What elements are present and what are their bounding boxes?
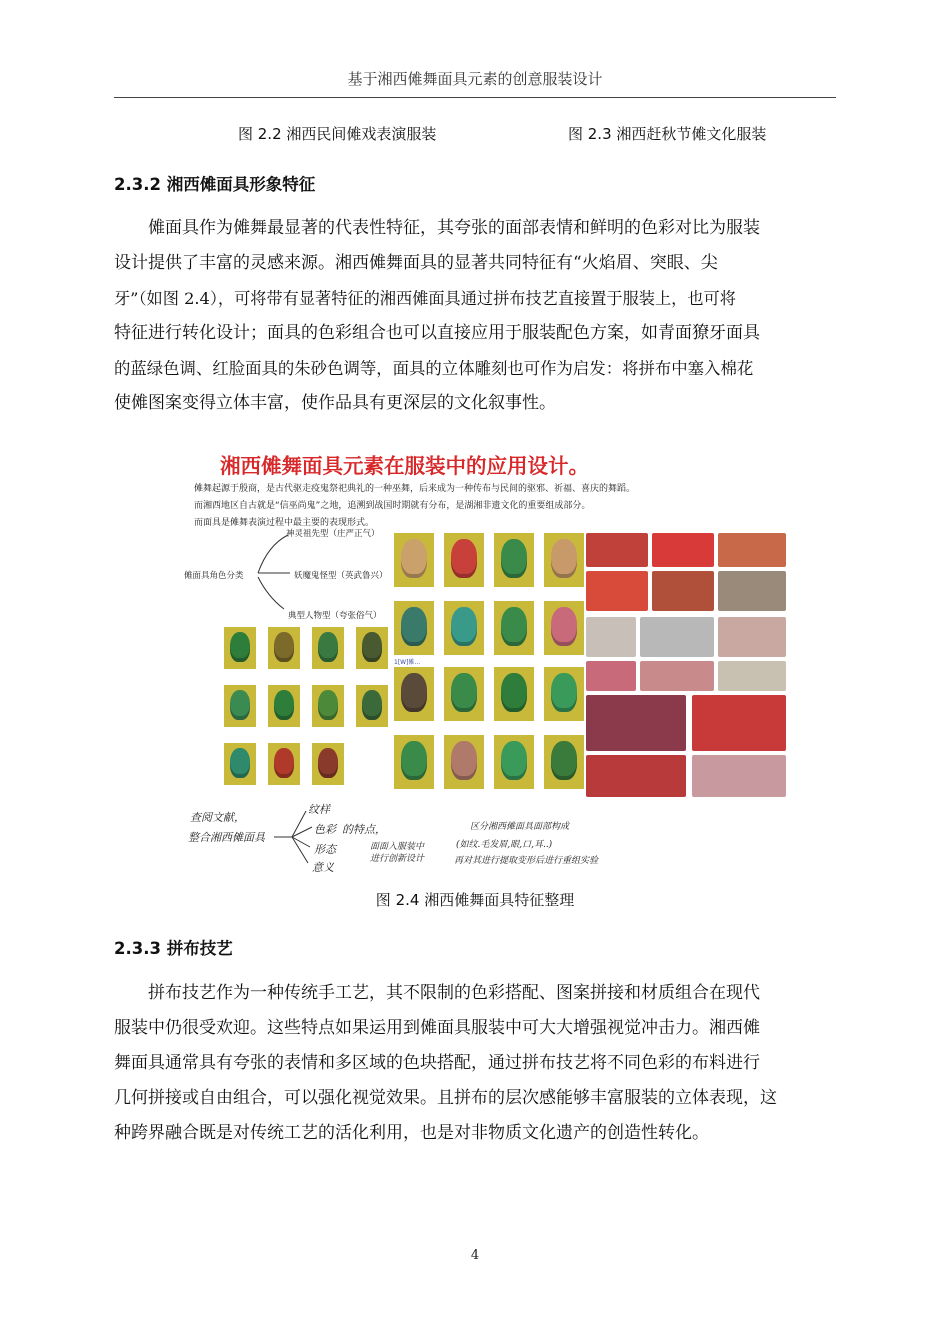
note-right: (如纹.毛发眉,眼,口,耳..) <box>456 840 553 850</box>
mask-photo <box>356 685 388 727</box>
detail-photo <box>718 533 786 567</box>
mask-photo <box>312 627 344 669</box>
note-item: 纹样 <box>308 803 330 816</box>
caption-fig-2-3: 图 2.3 湘西赶秋节傩文化服装 <box>568 125 767 143</box>
detail-photo <box>718 617 786 657</box>
caption-fig-2-4: 图 2.4 湘西傩舞面具特征整理 <box>375 891 575 909</box>
paragraph-line: 傩面具作为傩舞最显著的代表性特征，其夸张的面部表情和鲜明的色彩对比为服装 <box>148 218 760 238</box>
mask-photo <box>494 667 534 721</box>
mask-photo <box>312 743 344 785</box>
mask-photo <box>544 667 584 721</box>
note-right: 再对其进行提取变形后进行重组实验 <box>454 856 599 866</box>
mask-photo <box>224 685 256 727</box>
paragraph-line: 牙”（如图 2.4），可将带有显著特征的湘西傩面具通过拼布技艺直接置于服装上，也可将 <box>114 289 736 308</box>
section-heading-2-3-3: 2.3.3 拼布技艺 <box>114 939 233 958</box>
mask-photo <box>494 533 534 587</box>
mask-photo <box>356 627 388 669</box>
figure-title: 湘西傩舞面具元素在服装中的应用设计。 <box>220 454 589 478</box>
header-rule <box>114 97 836 98</box>
mask-photo <box>494 601 534 655</box>
classification-branch: 典型人物型（夸张俗气） <box>288 611 382 621</box>
paragraph-line: 种跨界融合既是对传统工艺的活化利用，也是对非物质文化遗产的创造性转化。 <box>114 1123 709 1143</box>
paragraph-line: 使傩图案变得立体丰富，使作品具有更深层的文化叙事性。 <box>114 393 556 413</box>
paragraph-2-3-2 <box>114 211 838 421</box>
mask-photo <box>394 601 434 655</box>
detail-photo <box>586 755 686 797</box>
mask-photo <box>268 743 300 785</box>
page-number: 4 <box>470 1248 480 1263</box>
detail-photo <box>718 571 786 611</box>
detail-photo <box>652 571 714 611</box>
paragraph-line: 特征进行转化设计；面具的色彩组合也可以直接应用于服装配色方案，如青面獠牙面具 <box>114 323 760 343</box>
mask-photo <box>224 743 256 785</box>
caption-fig-2-2: 图 2.2 湘西民间傩戏表演服装 <box>238 125 437 143</box>
mask-photo <box>544 601 584 655</box>
note-center-sub: 进行创新设计 <box>370 854 425 864</box>
paragraph-line: 服装中仍很受欢迎。这些特点如果运用到傩面具服装中可大大增强视觉冲击力。湘西傩 <box>114 1018 760 1038</box>
note-item: 形态 <box>314 843 336 856</box>
classification-root: 傩面具角色分类 <box>184 571 244 581</box>
mask-photo <box>444 667 484 721</box>
mask-photo <box>494 735 534 789</box>
mask-photo <box>394 667 434 721</box>
detail-photo <box>586 533 648 567</box>
paragraph-line: 拼布技艺作为一种传统手工艺，其不限制的色彩搭配、图案拼接和材质组合在现代 <box>148 983 760 1003</box>
paragraph-line: 的蓝绿色调、红脸面具的朱砂色调等，面具的立体雕刻也可作为启发：将拼布中塞入棉花 <box>114 359 754 378</box>
mask-photo <box>312 685 344 727</box>
classification-branch: 神灵祖先型（庄严正气） <box>286 529 380 539</box>
note-item: 意义 <box>312 861 334 874</box>
note-left-title: 查阅文献， <box>190 811 245 824</box>
mask-photo <box>268 627 300 669</box>
image-watermark: 1[W]傩... <box>394 659 421 666</box>
figure-2-4 <box>180 445 792 877</box>
detail-photo <box>586 695 686 751</box>
running-header: 基于湘西傩舞面具元素的创意服装设计 <box>347 70 603 88</box>
note-center: 的特点， <box>342 823 386 836</box>
mask-photo <box>268 685 300 727</box>
detail-photo <box>718 661 786 691</box>
detail-photo <box>692 755 786 797</box>
paragraph-2-3-3 <box>114 976 838 1151</box>
detail-photo <box>652 533 714 567</box>
detail-photo <box>586 571 648 611</box>
mask-photo <box>394 735 434 789</box>
mask-photo <box>444 601 484 655</box>
detail-photo <box>640 661 714 691</box>
detail-photo <box>640 617 714 657</box>
figure-intro-line: 而湘西地区自古就是“信巫尚鬼”之地，追溯到战国时期就有分布，是湖湘非遗文化的重要组成部分。 <box>194 501 591 511</box>
note-item: 色彩 <box>314 823 336 836</box>
detail-photo <box>586 661 636 691</box>
note-left-sub: 整合湘西傩面具 <box>188 831 265 844</box>
paragraph-line: 几何拼接或自由组合，可以强化视觉效果。且拼布的层次感能够丰富服装的立体表现，这 <box>114 1088 777 1108</box>
figure-intro-line: 傩舞起源于殷商，是古代驱走疫鬼祭祀典礼的一种巫舞，后来成为一种传布与民间的驱邪、祈福、喜庆的舞蹈。 <box>194 484 636 494</box>
paragraph-line: 舞面具通常具有夸张的表情和多区域的色块搭配，通过拼布技艺将不同色彩的布料进行 <box>114 1053 760 1073</box>
detail-photo <box>586 617 636 657</box>
note-center-sub: 面面入服装中 <box>370 842 425 852</box>
mask-photo <box>224 627 256 669</box>
paragraph-line: 设计提供了丰富的灵感来源。湘西傩舞面具的显著共同特征有“火焰眉、突眼、尖 <box>114 253 718 273</box>
figure-intro-line: 而面具是傩舞表演过程中最主要的表现形式。 <box>194 518 375 528</box>
note-right: 区分湘西傩面具面部构成 <box>470 822 570 832</box>
classification-branch: 妖魔鬼怪型（英武鲁兴） <box>294 571 388 581</box>
section-heading-2-3-2: 2.3.2 湘西傩面具形象特征 <box>114 175 316 194</box>
mask-photo <box>444 735 484 789</box>
mask-photo <box>544 533 584 587</box>
mask-photo <box>444 533 484 587</box>
detail-photo <box>692 695 786 751</box>
mask-photo <box>394 533 434 587</box>
mask-photo <box>544 735 584 789</box>
